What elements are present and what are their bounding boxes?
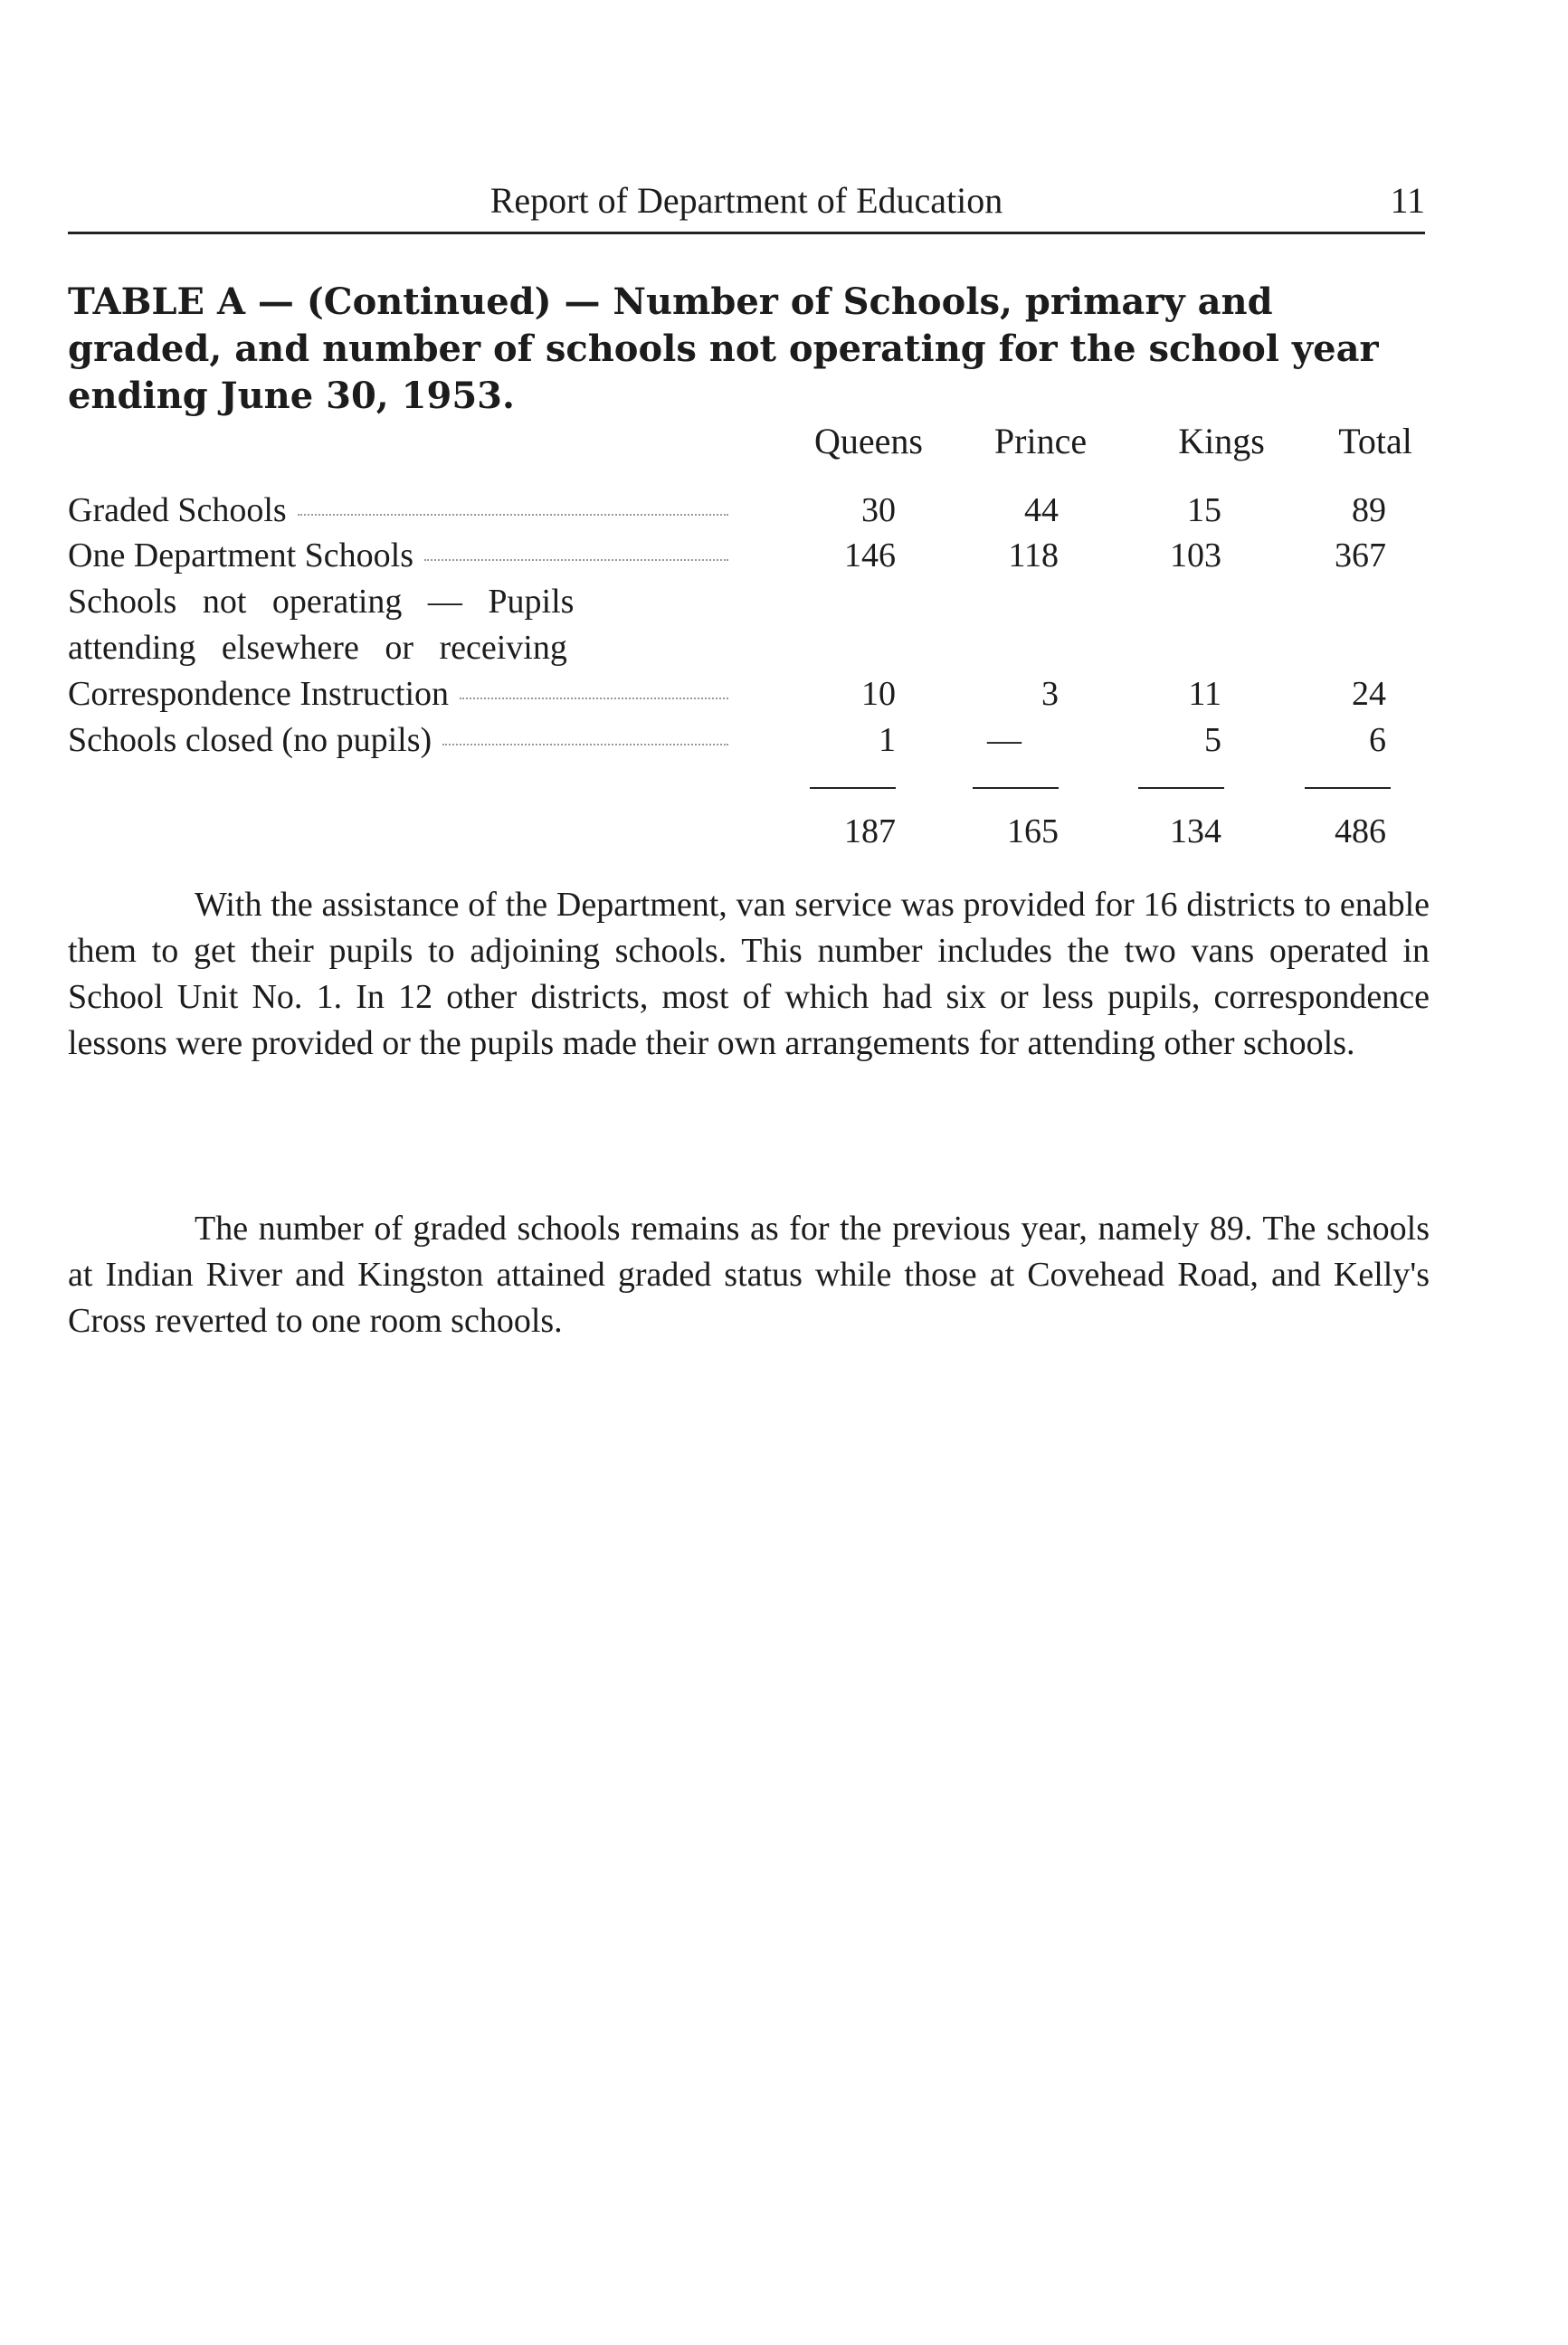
column-header-queens: Queens (814, 421, 923, 461)
cell-corresp-queens: 10 (861, 675, 896, 713)
cell-closed-prince: — (987, 721, 1022, 759)
cell-onedept-kings: 103 (1170, 536, 1221, 574)
page-header (68, 177, 1425, 234)
cell-corresp-kings: 11 (1188, 675, 1221, 713)
table-caption (68, 279, 1430, 420)
running-title: Report of Department of Education (489, 180, 1003, 221)
row-label-one-department: One Department Schools (68, 536, 728, 575)
caption-lead: TABLE A — (Continued) — (68, 280, 601, 323)
sum-rule-queens (810, 787, 896, 789)
total-queens: 187 (844, 812, 896, 850)
cell-onedept-total: 367 (1335, 536, 1386, 574)
cell-closed-total: 6 (1369, 721, 1386, 759)
paragraph-van-service: With the assistance of the Department, van service was provided for 16 districts to enable them to get their pupils to adjoining schools. This number includes the two vans operated in School Unit No. 1. In 12 other districts, most of which had six or less pupils, correspondence lessons were provided or the pupils made their own arrangements for attending other schools. (68, 886, 1430, 1062)
row-label-correspondence: Correspondence Instruction (68, 674, 728, 714)
cell-graded-prince: 44 (1024, 491, 1059, 529)
total-total: 486 (1335, 812, 1386, 850)
cell-onedept-prince: 118 (1008, 536, 1059, 574)
cell-graded-queens: 30 (861, 491, 896, 529)
cell-onedept-queens: 146 (844, 536, 896, 574)
cell-graded-kings: 15 (1187, 491, 1221, 529)
cell-closed-queens: 1 (879, 721, 896, 759)
sum-rule-prince (973, 787, 1059, 789)
row-label-not-operating-line2: attending elsewhere or receiving (68, 629, 567, 667)
row-label-not-operating-line1: Schools not operating — Pupils (68, 583, 575, 621)
cell-graded-total: 89 (1352, 491, 1386, 529)
total-prince: 165 (1007, 812, 1059, 850)
row-label-graded-schools: Graded Schools (68, 490, 728, 530)
cell-corresp-prince: 3 (1041, 675, 1059, 713)
cell-corresp-total: 24 (1352, 675, 1386, 713)
sum-rule-total (1305, 787, 1391, 789)
caption-text: Number of Schools, primary and graded, and number of schools not operating for the school year ending June 30, 1953. (68, 280, 1379, 417)
row-label-schools-closed: Schools closed (no pupils) (68, 720, 728, 760)
sum-rule-kings (1138, 787, 1224, 789)
column-header-total: Total (1338, 421, 1412, 461)
page-number: 11 (1390, 180, 1425, 221)
column-header-prince: Prince (993, 421, 1088, 461)
cell-closed-kings: 5 (1204, 721, 1221, 759)
total-kings: 134 (1170, 812, 1221, 850)
column-header-kings: Kings (1178, 421, 1265, 461)
paragraph-graded-schools: The number of graded schools remains as for the previous year, namely 89. The schools at Indian River and Kingston attained graded status while those at Covehead Road, and Kelly's Cross reverted to one room schools. (68, 1210, 1430, 1340)
